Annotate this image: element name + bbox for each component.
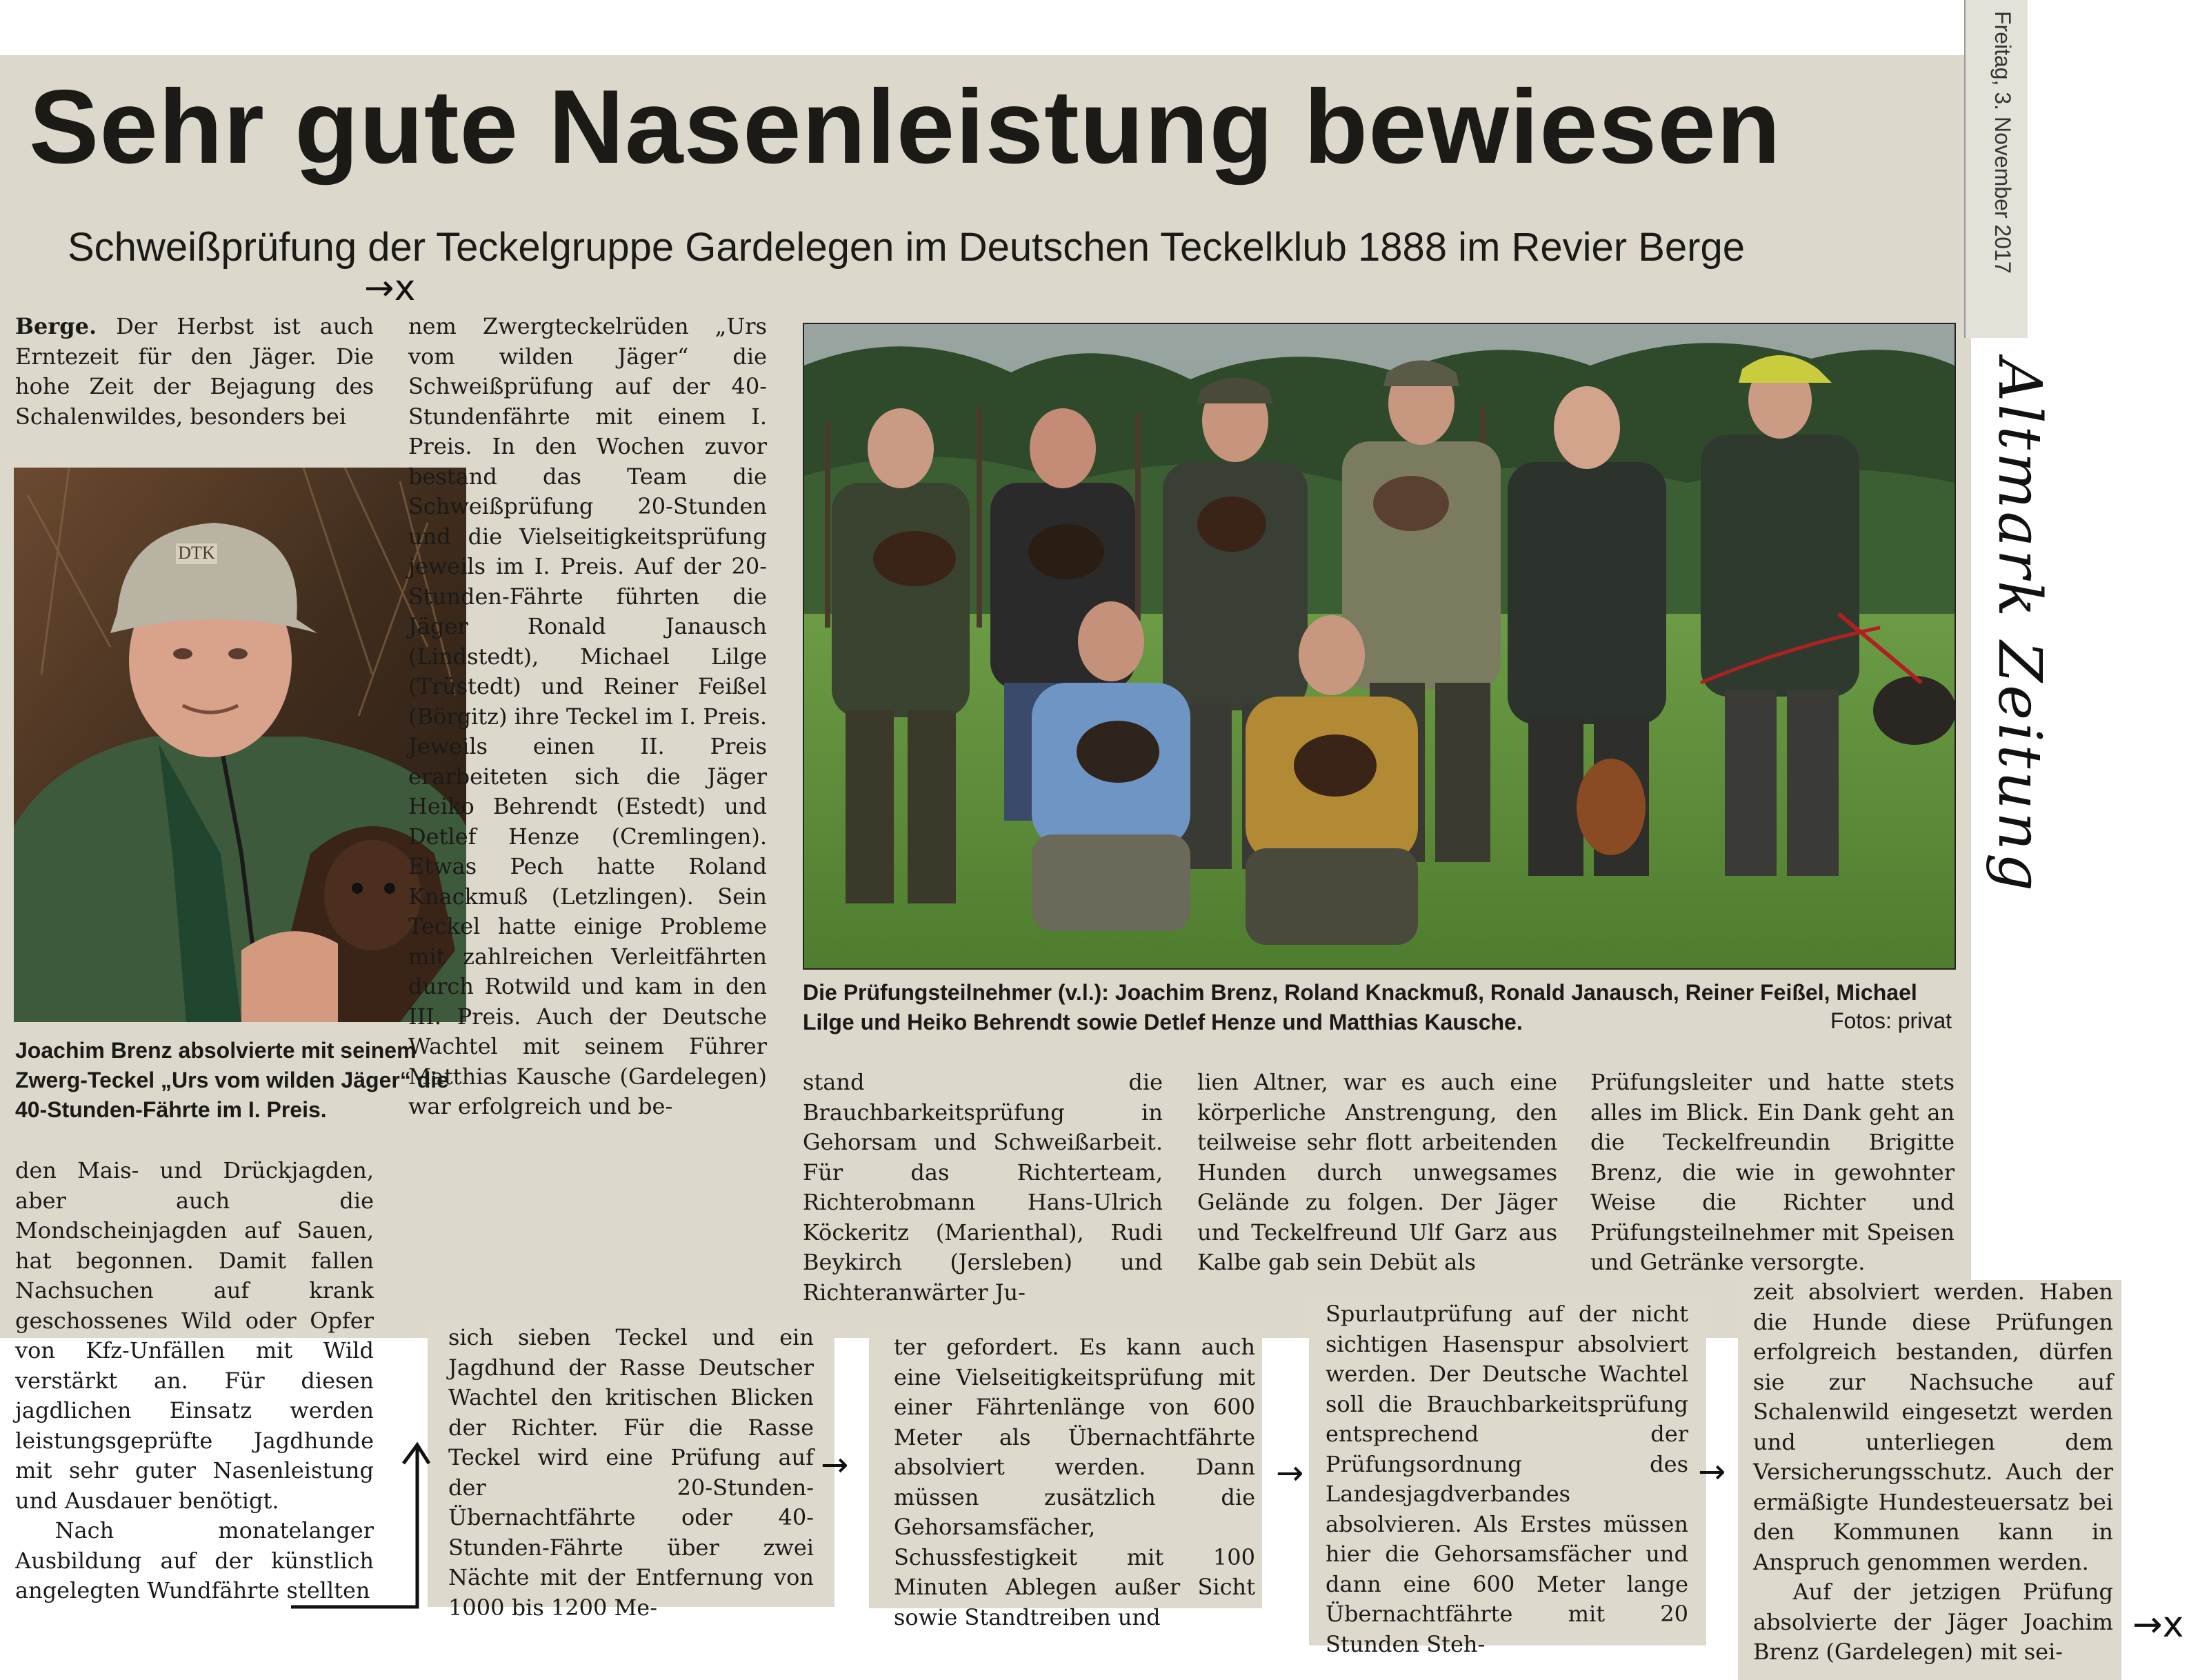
col2-paragraph-1: nem Zwergteckelrüden „Urs vom wilden Jäger“ die Schweißprüfung auf der 40-Stundenfährte mit einem I. Preis. In den Wochen zuvor bestand das Team die Schweißprüfung 20-Stunden und die Vielseitigkeitsprüfung jeweils im I. Preis. Auf der 20-Stunden-Fährte führten die Jäger Ronald Janausch (Lindstedt), Michael Lilge (Trüstedt) und Reiner Feißel (Börgitz) ihre Teckel im I. Preis. Jeweils einen II. Preis erarbeiteten sich die Jäger Heiko Behrendt (Estedt) und Detlef Henze (Cremlingen). Etwas Pech hatte Roland Knackmuß (Letzlingen). Sein Teckel hatte einige Probleme mit zahlreichen Verleitfährten durch Rotwild und kam in den III. Preis. Auch der Deutsche Wachtel mit seinem Führer Matthias Kausche (Gardelegen) war erfolgreich und be- xyxy=(408,313,767,1119)
clip4-paragraph-2: Auf der jetzigen Prüfung absolvierte der Jäger Joachim Brenz (Gardelegen) mit sei- xyxy=(1753,1579,2113,1665)
clipping-2: ter gefordert. Es kann auch eine Vielseitigkeitsprüfung mit einer Fährtenlänge von 600 Meter als Übernachtfährte absolviert werden. Dann müssen zusätzlich die Gehorsamsfächer, Schussfestigkeit mit 100 Minuten Ablegen außer Sicht sowie Standtreiben und xyxy=(894,1334,1255,1630)
cap-badge: DTK xyxy=(178,543,215,563)
portrait-illustration xyxy=(14,468,466,1022)
col1-paragraph-2: Nach monatelanger Ausbildung auf der künstlich angelegten Wundfährte stellten xyxy=(15,1517,374,1603)
group-photo xyxy=(803,323,1956,970)
hand-arrow-1 xyxy=(283,1434,434,1614)
insertion-mark-end: →x xyxy=(2132,1604,2184,1646)
col1-paragraph-1: den Mais- und Drückjagden, aber auch die Mondscheinjagden auf Sauen, hat begonnen. Damit fallen Nachsuchen auf krank geschossenes Wild oder Opfer von Kfz-Unfällen mit Wild verstärkt an. Für diesen jagdlichen Einsatz werden leistungsgeprüfte Jagdhunde mit sehr guter Nasenleistung und Ausdauer benötigt. xyxy=(15,1157,374,1514)
dog-wachtel xyxy=(1873,676,1955,745)
portrait-photo xyxy=(14,468,466,1022)
intro-text: Der Herbst ist auch Erntezeit für den Jäger. Die hohe Zeit der Bejagung des Schalenwildes, besonders bei xyxy=(15,313,374,430)
portrait-caption: Joachim Brenz absolvierte mit seinem Zwerg-Teckel „Urs vom wilden Jäger“ die 40-Stunden-Fährte im I. Preis. xyxy=(15,1038,449,1122)
date-stamp: Freitag, 3. November 2017 xyxy=(1990,11,2015,274)
group-caption: Die Prüfungsteilnehmer (v.l.): Joachim Brenz, Roland Knackmuß, Ronald Janausch, Reiner Feißel, Michael Lilge und Heiko Behrendt sowie Detlef Henze und Matthias Kausche. xyxy=(803,980,1917,1034)
column-1-top xyxy=(15,312,374,432)
column-5: Prüfungsleiter und hatte stets alles im Blick. Ein Dank geht an die Teckelfreundin Brigitte Brenz, die wie in gewohnter Weise die Richter und Prüfungsteilnehmer mit Speisen und Getränke versorgte. xyxy=(1590,1069,1955,1275)
column-3: stand die Brauchbarkeitsprüfung in Gehorsam und Schweißarbeit. Für das Richterteam, Richterobmann Hans-Ulrich Köckeritz (Marienthal), Rudi Beykirch (Jersleben) und Richteranwärter Ju- xyxy=(803,1069,1163,1306)
group-illustration xyxy=(804,324,1955,968)
headline: Sehr gute Nasenleistung bewiesen xyxy=(29,68,1781,186)
clipping-4 xyxy=(1753,1277,2113,1668)
clip4-paragraph-1: zeit absolviert werden. Haben die Hunde diese Prüfungen erfolgreich bestanden, dürfen sie zur Nachsuche auf Schalenwild eingesetzt werden und unterliegen dem Versicherungsschutz. Auch der ermäßigte Hundesteuersatz bei den Kommunen kann in Anspruch genommen werden. xyxy=(1753,1279,2113,1575)
photo-credit: Fotos: privat xyxy=(1830,1008,1952,1033)
subheadline: Schweißprüfung der Teckelgruppe Gardelegen im Deutschen Teckelklub 1888 im Revier Berge xyxy=(68,225,1745,270)
hand-arrow-3: → xyxy=(1276,1454,1304,1492)
column-4: lien Altner, war es auch eine körperliche Anstrengung, den teilweise sehr flott arbeitenden Hunden durch unwegsames Gelände zu folgen. Der Jäger und Teckelfreund Ulf Garz aus Kalbe gab sein Debüt als xyxy=(1197,1069,1557,1275)
hand-arrow-4: → xyxy=(1698,1452,1726,1491)
clipping-1: sich sieben Teckel und ein Jagdhund der Rasse Deutscher Wachtel den kritischen Blicken der Richter. Für die Rasse Teckel wird eine Prüfung auf der 20-Stunden-Übernachtfährte oder 40-Stunden-Fährte über zwei Nächte mit der Entfernung von 1000 bis 1200 Me- xyxy=(448,1324,814,1621)
dateline: Berge. xyxy=(15,313,97,339)
handwritten-source: Altmark Zeitung xyxy=(1985,359,2054,894)
insertion-mark-top: →x xyxy=(364,268,416,309)
clipping-3: Spurlautprüfung auf der nicht sichtigen Hasenspur absolviert werden. Der Deutsche Wachtel soll die Brauchbarkeitsprüfung entsprechend der Prüfungsordnung des Landesjagdverbandes absolvieren. Als Erstes müssen hier die Gehorsamsfächer und dann eine 600 Meter lange Übernachtfährte mit 20 Stunden Steh- xyxy=(1326,1301,1688,1657)
hand-arrow-2: → xyxy=(821,1446,849,1484)
dog-dachshund xyxy=(1577,759,1646,855)
column-2 xyxy=(408,312,767,1122)
